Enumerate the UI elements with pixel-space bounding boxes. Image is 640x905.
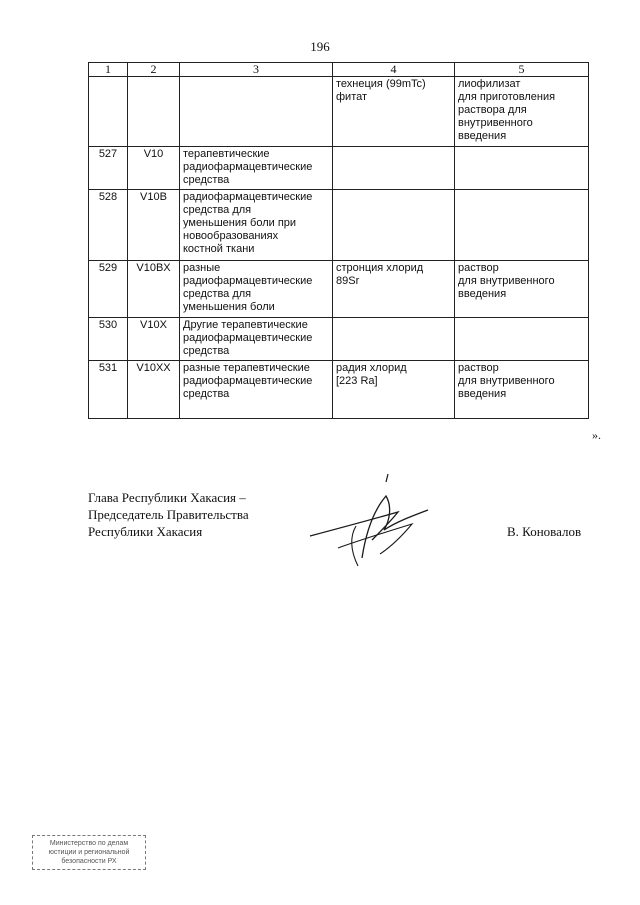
substance-cell: технеция (99mTc) фитат xyxy=(333,77,455,147)
group-cell: терапевтические радиофармацевтические средства xyxy=(180,147,333,190)
stamp-line: безопасности РХ xyxy=(61,858,117,865)
group-cell: радиофармацевтические средства для уменьшения боли при новообразованиях костной ткани xyxy=(180,190,333,261)
column-header: 1 xyxy=(89,63,128,77)
group-cell: разные радиофармацевтические средства для уменьшения боли xyxy=(180,261,333,318)
table-row xyxy=(89,77,589,147)
row-number-cell xyxy=(89,77,128,147)
substance-cell xyxy=(333,190,455,261)
stamp-line: Министерство по делам xyxy=(49,840,129,847)
column-header: 4 xyxy=(333,63,455,77)
closing-quote: ». xyxy=(592,428,601,442)
atc-code-cell: V10X xyxy=(128,318,180,361)
column-header: 3 xyxy=(180,63,333,77)
group-cell: Другие терапевтические радиофармацевтические средства xyxy=(180,318,333,361)
dosage-form-cell xyxy=(455,190,589,261)
table-row xyxy=(89,318,589,361)
substance-cell: стронция хлорид 89Sr xyxy=(333,261,455,318)
row-number-cell: 527 xyxy=(89,147,128,190)
substance-cell xyxy=(333,147,455,190)
substance-cell: радия хлорид [223 Ra] xyxy=(333,361,455,419)
substance-cell xyxy=(333,318,455,361)
table-row xyxy=(89,361,589,419)
dosage-form-cell: лиофилизат для приготовления раствора для внутривенного введения xyxy=(455,77,589,147)
atc-code-cell: V10 xyxy=(128,147,180,190)
signatory-title-line: Республики Хакасия xyxy=(88,524,203,539)
signatory-name: В. Коновалов xyxy=(507,524,582,539)
handwritten-signature xyxy=(300,470,500,580)
page-number: 196 xyxy=(310,39,330,54)
table-row xyxy=(89,147,589,190)
group-cell: разные терапевтические радиофармацевтические средства xyxy=(180,361,333,419)
dosage-form-cell: раствор для внутривенного введения xyxy=(455,261,589,318)
row-number-cell: 531 xyxy=(89,361,128,419)
atc-code-cell: V10B xyxy=(128,190,180,261)
stamp-line: юстиции и региональной xyxy=(48,849,130,856)
registration-stamp xyxy=(32,835,146,870)
table-row xyxy=(89,261,589,318)
signatory-title-line: Глава Республики Хакасия – xyxy=(88,490,246,505)
atc-code-cell xyxy=(128,77,180,147)
group-cell xyxy=(180,77,333,147)
atc-code-cell: V10BX xyxy=(128,261,180,318)
table-header-row xyxy=(89,63,589,77)
row-number-cell: 530 xyxy=(89,318,128,361)
dosage-form-cell xyxy=(455,318,589,361)
column-header: 5 xyxy=(455,63,589,77)
dosage-form-cell: раствор для внутривенного введения xyxy=(455,361,589,419)
signatory-title-line: Председатель Правительства xyxy=(88,507,249,522)
row-number-cell: 529 xyxy=(89,261,128,318)
table-row xyxy=(89,190,589,261)
dosage-form-cell xyxy=(455,147,589,190)
signatory-title xyxy=(88,489,249,540)
atc-code-cell: V10XX xyxy=(128,361,180,419)
column-header: 2 xyxy=(128,63,180,77)
row-number-cell: 528 xyxy=(89,190,128,261)
drug-table xyxy=(88,62,589,419)
